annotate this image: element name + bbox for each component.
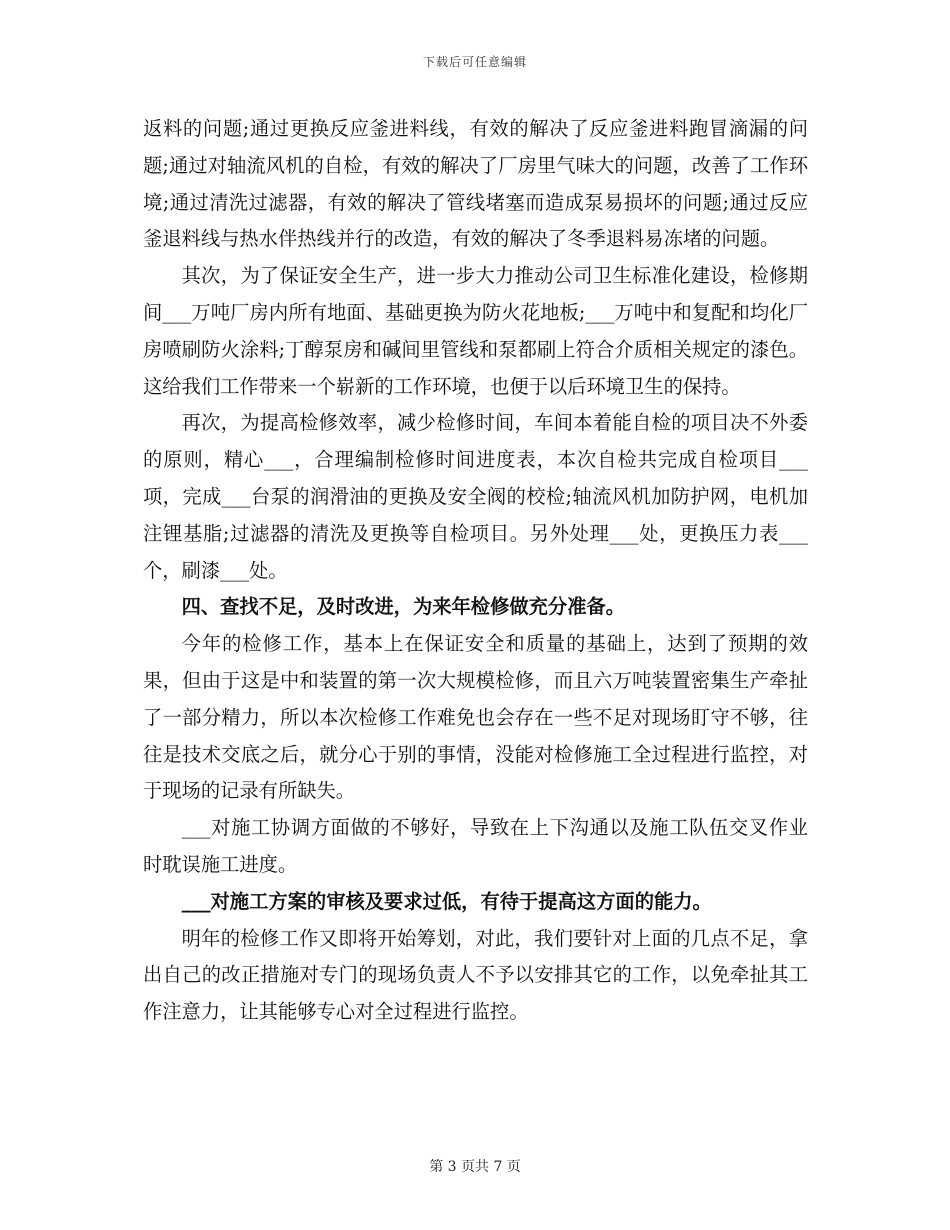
paragraph-next-year: 明年的检修工作又即将开始筹划，对此，我们要针对上面的几点不足，拿出自己的改正措施对专门的现场负责人不予以安排其它的工作，以免牵扯其工作注意力，让其能够专心对全过程进行监控。	[143, 926, 808, 1024]
section-heading: 四、查找不足，及时改进，为来年检修做充分准备。	[181, 595, 626, 619]
paragraph-continuation: 返料的问题;通过更换反应釜进料线，有效的解决了反应釜进料跑冒滴漏的问题;通过对轴流风机的自检，有效的解决了厂房里气味大的问题，改善了工作环境;通过清洗过滤器，有效的解决了管线堵塞而造成泵易损坏的问题;通过反应釜退料线与热水伴热线并行的改造，有效的解决了冬季退料易冻堵的问题。	[143, 117, 808, 251]
paragraph-coordination: ___对施工协调方面做的不够好，导致在上下沟通以及施工队伍交叉作业时耽误施工进度。	[143, 816, 808, 876]
document-body	[143, 111, 808, 1031]
paragraph-safety: 其次，为了保证安全生产，进一步大力推动公司卫生标准化建设，检修期间___万吨厂房内所有地面、基础更换为防火花地板;___万吨中和复配和均化厂房喷刷防火涂料;丁醇泵房和碱间里管线和泵都刷上符合介质相关规定的漆色。这给我们工作带来一个崭新的工作环境，也便于以后环境卫生的保持。	[143, 264, 808, 398]
paragraph-plan-review: ___对施工方案的审核及要求过低，有待于提高这方面的能力。	[181, 889, 712, 913]
paragraph-efficiency: 再次，为提高检修效率，减少检修时间，车间本着能自检的项目决不外委的原则，精心___，合理编制检修时间进度表，本次自检共完成自检项目___项，完成___台泵的润滑油的更换及安全阀的校检;轴流风机加防护网，电机加注锂基脂;过滤器的清洗及更换等自检项目。另外处理___处，更换压力表___个，刷漆___处。	[143, 411, 808, 582]
paragraph-shortcomings: 今年的检修工作，基本上在保证安全和质量的基础上，达到了预期的效果，但由于这是中和装置的第一次大规模检修，而且六万吨装置密集生产牵扯了一部分精力，所以本次检修工作难免也会存在一些不足对现场盯守不够，往往是技术交底之后，就分心于别的事情，没能对检修施工全过程进行监控，对于现场的记录有所缺失。	[143, 632, 808, 803]
page-header: 下载后可任意编辑	[422, 55, 527, 69]
page-footer: 第 3 页共 7 页	[429, 1159, 521, 1175]
